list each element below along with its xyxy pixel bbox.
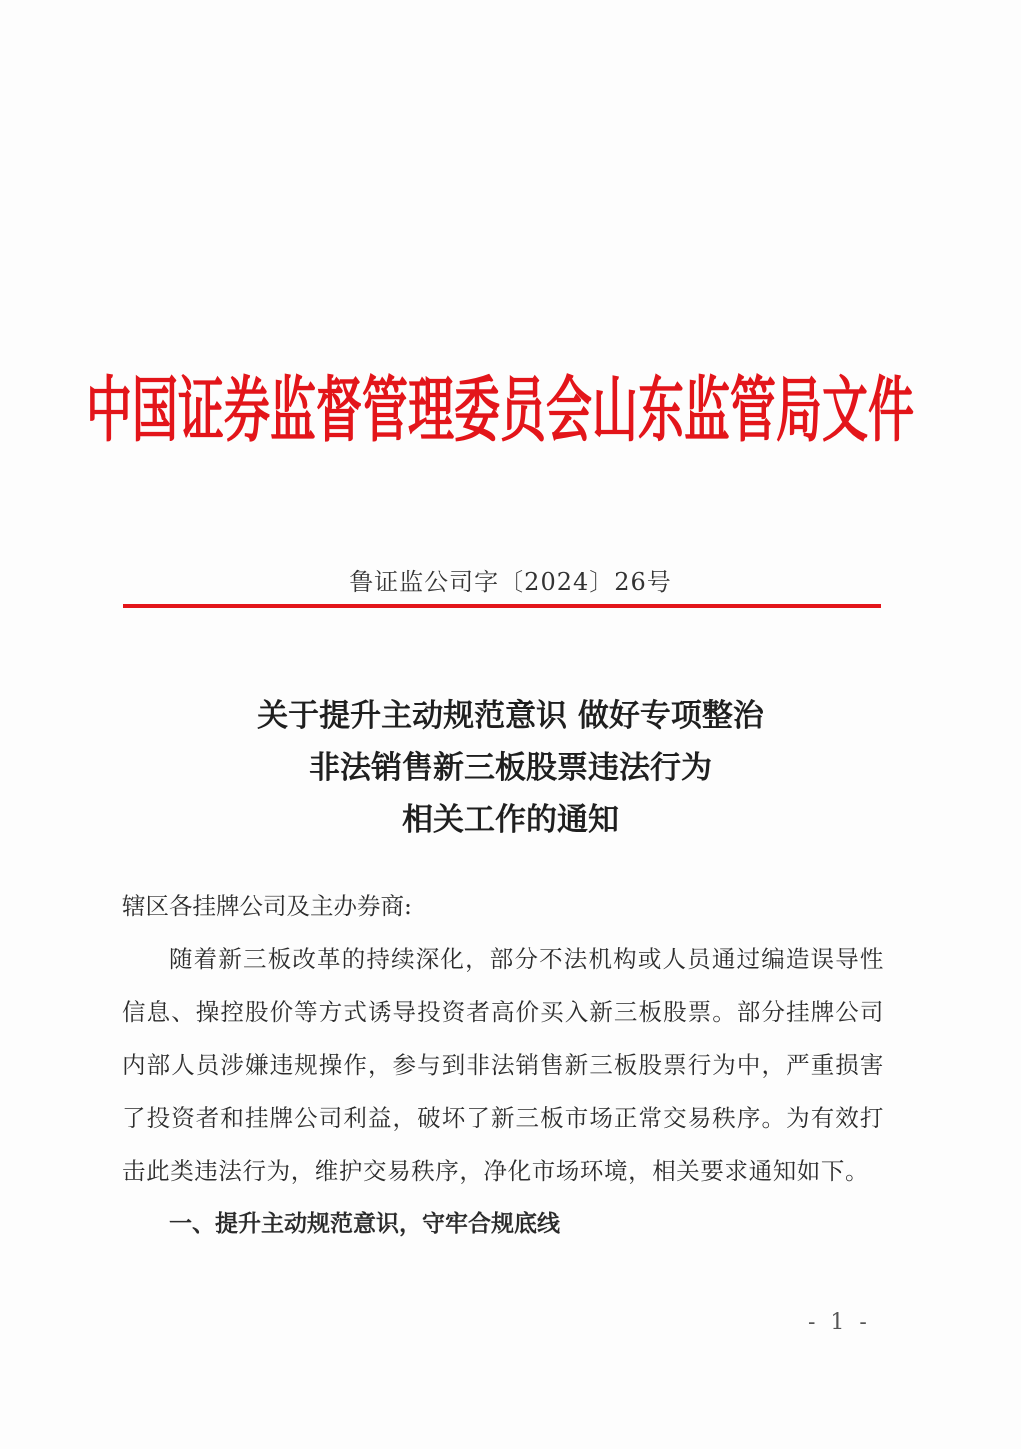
red-divider-line (123, 604, 881, 608)
title-line: 非法销售新三板股票违法行为 (309, 750, 712, 786)
notice-title (0, 690, 1021, 846)
title-line: 相关工作的通知 (402, 802, 619, 838)
section-heading: 一、提升主动规范意识，守牢合规底线 (169, 1211, 560, 1237)
body-paragraph: 随着新三板改革的持续深化，部分不法机构或人员通过编造误导性信息、操控股价等方式诱导投资者高价买入新三板股票。部分挂牌公司内部人员涉嫌违规操作，参与到非法销售新三板股票行为中，严重损害了投资者和挂牌公司利益，破坏了新三板市场正常交易秩序。为有效打击此类违法行为，维护交易秩序，净化市场环境，相关要求通知如下。 (122, 945, 884, 1185)
masthead-title: 中国证券监督管理委员会山东监管局文件 (86, 367, 914, 452)
masthead (86, 345, 914, 465)
title-line: 关于提升主动规范意识 做好专项整治 (257, 698, 764, 734)
page-number: - 1 - (808, 1310, 871, 1335)
notice-body (122, 880, 884, 1251)
salutation: 辖区各挂牌公司及主办券商: (122, 892, 412, 920)
document-number: 鲁证监公司字〔2024〕26号 (349, 568, 672, 596)
